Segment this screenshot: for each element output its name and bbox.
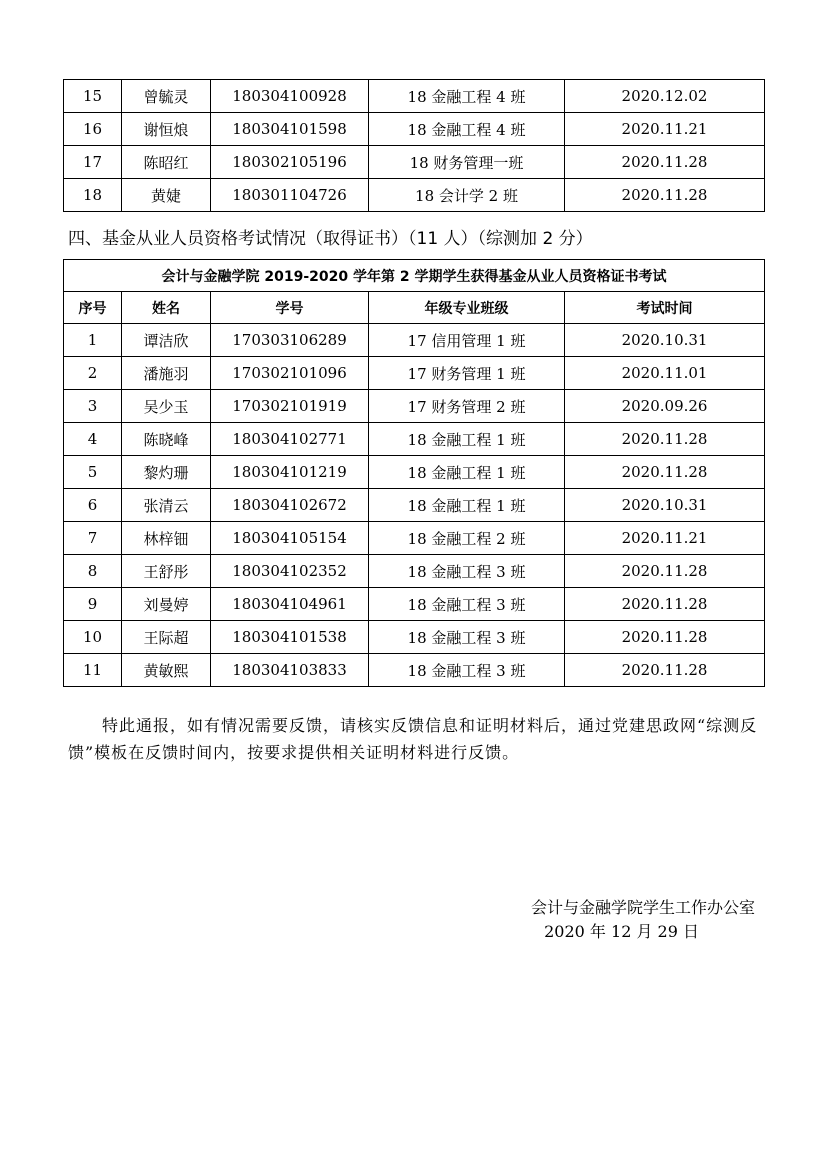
cell-exam-date: 2020.11.28 <box>565 555 765 588</box>
table-header-row <box>64 292 765 324</box>
table-row <box>64 390 765 423</box>
cell-name: 陈昭红 <box>122 146 211 179</box>
header-class: 年级专业班级 <box>369 292 565 324</box>
section-heading-fund-qualification: 四、基金从业人员资格考试情况（取得证书）（11 人）（综测加 2 分） <box>68 229 593 249</box>
cell-student-id: 170302101096 <box>211 357 369 390</box>
cell-exam-date: 2020.10.31 <box>565 324 765 357</box>
cell-student-id: 180301104726 <box>211 179 369 212</box>
table-row <box>64 113 765 146</box>
cell-no: 16 <box>64 113 122 146</box>
cell-student-id: 170303106289 <box>211 324 369 357</box>
cell-no: 9 <box>64 588 122 621</box>
cell-no: 4 <box>64 423 122 456</box>
table-title-row <box>64 260 765 292</box>
table-row <box>64 179 765 212</box>
fund-qualification-table <box>63 259 765 687</box>
cell-no: 5 <box>64 456 122 489</box>
cell-student-id: 180304102352 <box>211 555 369 588</box>
cell-exam-date: 2020.11.21 <box>565 113 765 146</box>
cell-no: 11 <box>64 654 122 687</box>
header-exam-date: 考试时间 <box>565 292 765 324</box>
cell-no: 15 <box>64 80 122 113</box>
cell-class: 18 金融工程 3 班 <box>369 621 565 654</box>
table-row <box>64 654 765 687</box>
cell-exam-date: 2020.11.28 <box>565 621 765 654</box>
cell-name: 王际超 <box>122 621 211 654</box>
cell-name: 黎灼珊 <box>122 456 211 489</box>
table-row <box>64 522 765 555</box>
cell-no: 10 <box>64 621 122 654</box>
cell-class: 18 金融工程 1 班 <box>369 489 565 522</box>
cell-student-id: 180304102672 <box>211 489 369 522</box>
signature-date: 2020 年 12 月 29 日 <box>544 922 699 941</box>
cell-student-id: 180304100928 <box>211 80 369 113</box>
cell-exam-date: 2020.11.28 <box>565 588 765 621</box>
cell-no: 17 <box>64 146 122 179</box>
cell-name: 谢恒烺 <box>122 113 211 146</box>
cell-name: 林梓钿 <box>122 522 211 555</box>
cell-class: 18 财务管理一班 <box>369 146 565 179</box>
cell-class: 18 金融工程 1 班 <box>369 456 565 489</box>
cell-exam-date: 2020.11.28 <box>565 179 765 212</box>
table-row <box>64 146 765 179</box>
header-no: 序号 <box>64 292 122 324</box>
cell-exam-date: 2020.11.28 <box>565 456 765 489</box>
table-row <box>64 621 765 654</box>
table-row <box>64 555 765 588</box>
table-row <box>64 456 765 489</box>
cell-class: 17 财务管理 1 班 <box>369 357 565 390</box>
cell-exam-date: 2020.11.28 <box>565 423 765 456</box>
cell-no: 1 <box>64 324 122 357</box>
cell-exam-date: 2020.11.21 <box>565 522 765 555</box>
cell-class: 18 金融工程 3 班 <box>369 555 565 588</box>
cell-name: 潘施羽 <box>122 357 211 390</box>
cell-no: 8 <box>64 555 122 588</box>
cell-exam-date: 2020.12.02 <box>565 80 765 113</box>
cell-no: 2 <box>64 357 122 390</box>
cell-student-id: 180304105154 <box>211 522 369 555</box>
cell-class: 18 会计学 2 班 <box>369 179 565 212</box>
cell-student-id: 180304101219 <box>211 456 369 489</box>
table-row <box>64 80 765 113</box>
cell-class: 18 金融工程 2 班 <box>369 522 565 555</box>
cell-name: 刘曼婷 <box>122 588 211 621</box>
cell-no: 3 <box>64 390 122 423</box>
cell-class: 18 金融工程 4 班 <box>369 80 565 113</box>
cell-class: 17 财务管理 2 班 <box>369 390 565 423</box>
table-row <box>64 324 765 357</box>
cell-name: 吴少玉 <box>122 390 211 423</box>
cell-exam-date: 2020.11.28 <box>565 146 765 179</box>
cell-student-id: 180302105196 <box>211 146 369 179</box>
cell-exam-date: 2020.10.31 <box>565 489 765 522</box>
cell-name: 黄敏熙 <box>122 654 211 687</box>
cell-no: 18 <box>64 179 122 212</box>
notice-paragraph: 特此通报，如有情况需要反馈，请核实反馈信息和证明材料后，通过党建思政网“综测反馈”模板在反馈时间内，按要求提供相关证明材料进行反馈。 <box>68 716 758 762</box>
cell-name: 张清云 <box>122 489 211 522</box>
cell-no: 7 <box>64 522 122 555</box>
cell-student-id: 180304104961 <box>211 588 369 621</box>
header-student-id: 学号 <box>211 292 369 324</box>
table-title: 会计与金融学院 2019-2020 学年第 2 学期学生获得基金从业人员资格证书考试 <box>64 260 765 292</box>
table-row <box>64 357 765 390</box>
signature-block <box>531 896 755 944</box>
cell-student-id: 180304102771 <box>211 423 369 456</box>
cell-class: 18 金融工程 1 班 <box>369 423 565 456</box>
cell-class: 18 金融工程 3 班 <box>369 654 565 687</box>
cell-name: 陈晓峰 <box>122 423 211 456</box>
cell-name: 黄婕 <box>122 179 211 212</box>
table-row <box>64 588 765 621</box>
signature-office: 会计与金融学院学生工作办公室 <box>530 898 755 917</box>
cell-name: 谭洁欣 <box>122 324 211 357</box>
cell-name: 王舒彤 <box>122 555 211 588</box>
fund-cert-table-continued <box>63 79 765 212</box>
cell-class: 17 信用管理 1 班 <box>369 324 565 357</box>
header-name: 姓名 <box>122 292 211 324</box>
cell-exam-date: 2020.11.01 <box>565 357 765 390</box>
cell-class: 18 金融工程 3 班 <box>369 588 565 621</box>
cell-student-id: 170302101919 <box>211 390 369 423</box>
cell-exam-date: 2020.11.28 <box>565 654 765 687</box>
table-row <box>64 489 765 522</box>
table-row <box>64 423 765 456</box>
cell-student-id: 180304101538 <box>211 621 369 654</box>
cell-name: 曾毓灵 <box>122 80 211 113</box>
cell-class: 18 金融工程 4 班 <box>369 113 565 146</box>
cell-student-id: 180304103833 <box>211 654 369 687</box>
cell-no: 6 <box>64 489 122 522</box>
cell-student-id: 180304101598 <box>211 113 369 146</box>
cell-exam-date: 2020.09.26 <box>565 390 765 423</box>
